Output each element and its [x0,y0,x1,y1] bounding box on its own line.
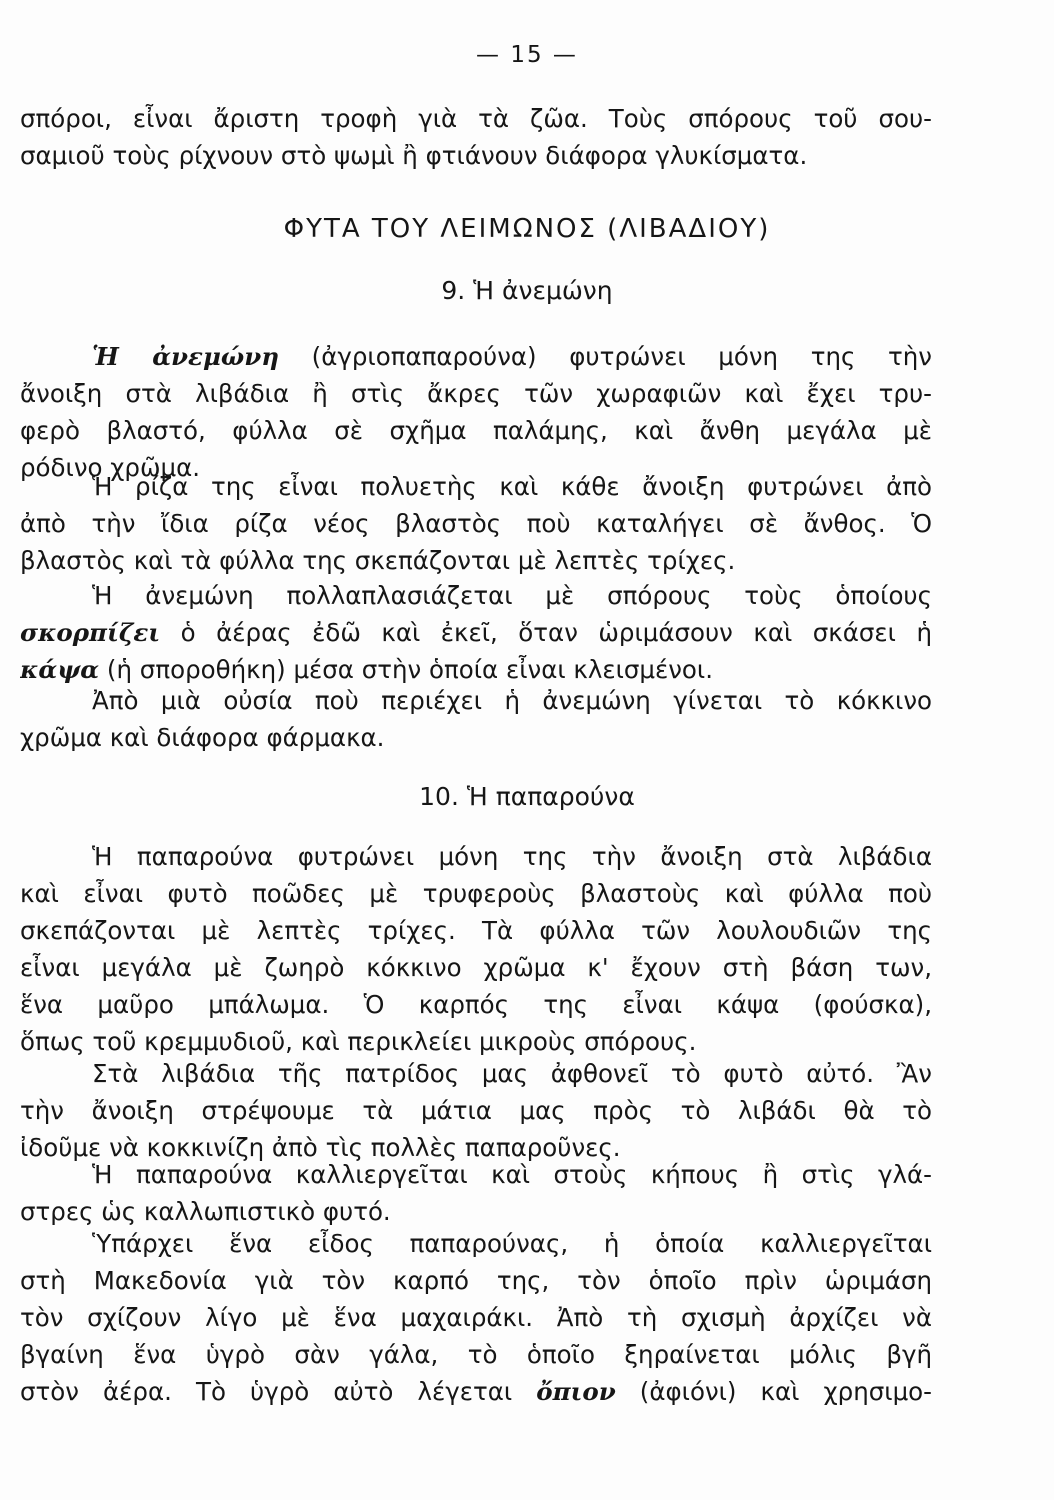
text-line: ὅπως τοῦ κρεμμυδιοῦ, καὶ περικλείει μικροὺς σπόρους. [20,1027,697,1056]
text-line: Ἡ ρίζα της εἶναι πολυετὴς καὶ κάθε ἄνοιξη φυτρώνει ἀπὸ [92,472,932,501]
page-number: — 15 — [476,42,578,68]
text-line: Ἀπὸ μιὰ οὐσία ποὺ περιέχει ἡ ἀνεμώνη γίνεται τὸ κόκκινο [92,686,932,715]
text-span: (ἡ σποροθήκη) μέσα στὴν ὁποία εἶναι κλεισμένοι. [99,655,714,684]
text-line: ἕνα μαῦρο μπάλωμα. Ὁ καρπός της εἶναι κάψα (φούσκα), [20,990,932,1019]
poppy-paragraph-3 [20,1156,932,1230]
text-span: στὸν ἀέρα. Τὸ ὑγρὸ αὐτὸ λέγεται [20,1377,537,1406]
text-line: Ἡ ἀνεμώνη πολλαπλασιάζεται μὲ σπόρους τοὺς ὁποίους [92,581,932,610]
text-line: ἄνοιξη στὰ λιβάδια ἢ στὶς ἄκρες τῶν χωραφιῶν καὶ ἔχει τρυ- [20,379,932,408]
intro-paragraph [20,100,932,174]
text-line [20,338,932,375]
text-line: στρες ὡς καλλωπιστικὸ φυτό. [20,1197,391,1226]
text-line: ρόδινο χρῶμα. [20,453,201,482]
poppy-heading: 10. Ἡ παπαρούνα [419,782,635,811]
text-line: φερὸ βλαστό, φύλλα σὲ σχῆμα παλάμης, καὶ ἄνθη μεγάλα μὲ [20,416,932,445]
text-span: (ἀφιόνι) καὶ χρησιμο- [615,1377,932,1406]
anemone-paragraph-3 [20,577,932,688]
text-line: Ὑπάρχει ἕνα εἶδος παπαρούνας, ἡ ὁποία καλλιεργεῖται [92,1229,932,1258]
text-line: σκεπάζονται μὲ λεπτὲς τρίχες. Τὰ φύλλα τῶν λουλουδιῶν της [20,916,932,945]
text-line: καὶ εἶναι φυτὸ ποῶδες μὲ τρυφεροὺς βλαστοὺς καὶ φύλλα ποὺ [20,879,932,908]
text-line [20,614,932,651]
anemone-heading: 9. Ἡ ἀνεμώνη [441,276,613,305]
text-line: χρῶμα καὶ διάφορα φάρμακα. [20,723,385,752]
text-line: τὸν σχίζουν λίγο μὲ ἕνα μαχαιράκι. Ἀπὸ τὴ σχισμὴ ἀρχίζει νὰ [20,1303,932,1332]
text-line: βγαίνη ἕνα ὑγρὸ σὰν γάλα, τὸ ὁποῖο ξηραίνεται μόλις βγῆ [20,1340,932,1369]
text-line: ἰδοῦμε νὰ κοκκινίζη ἀπὸ τὶς πολλὲς παπαροῦνες. [20,1133,621,1162]
term-kapsa: κάψα [20,655,100,684]
text-line: Στὰ λιβάδια τῆς πατρίδος μας ἀφθονεῖ τὸ φυτὸ αὐτό. Ἂν [92,1059,932,1088]
text-line: εἶναι μεγάλα μὲ ζωηρὸ κόκκινο χρῶμα κ' ἔχουν στὴ βάση των, [20,953,932,982]
anemone-paragraph-2 [20,468,932,579]
poppy-paragraph-4 [20,1225,932,1410]
text-line: Ἡ παπαρούνα φυτρώνει μόνη της τὴν ἄνοιξη στὰ λιβάδια [92,842,932,871]
term-opion: ὄπιον [536,1377,616,1406]
term-skorpizei: σκορπίζει [20,618,161,647]
text-line: τὴν ἄνοιξη στρέψουμε τὰ μάτια μας πρὸς τὸ λιβάδι θὰ τὸ [20,1096,932,1125]
poppy-paragraph-1 [20,838,932,1060]
text-line: σαμιοῦ τοὺς ρίχνουν στὸ ψωμὶ ἢ φτιάνουν διάφορα γλυκίσματα. [20,141,808,170]
text-line: στὴ Μακεδονία γιὰ τὸν καρπό της, τὸν ὁποῖο πρὶν ὡριμάση [20,1266,932,1295]
section-title: ΦΥΤΑ ΤΟΥ ΛΕΙΜΩΝΟΣ (ΛΙΒΑΔΙΟΥ) [283,214,771,244]
term-anemone: Ἡ ἀνεμώνη [92,342,280,371]
text-line: σπόροι, εἶναι ἄριστη τροφὴ γιὰ τὰ ζῶα. Τοὺς σπόρους τοῦ σου- [20,104,932,133]
text-line: βλαστὸς καὶ τὰ φύλλα της σκεπάζονται μὲ λεπτὲς τρίχες. [20,546,736,575]
text-line: Ἡ παπαρούνα καλλιεργεῖται καὶ στοὺς κήπους ἢ στὶς γλά- [92,1160,932,1189]
text-span: ὁ ἀέρας ἐδῶ καὶ ἐκεῖ, ὅταν ὡριμάσουν καὶ σκάσει ἡ [160,618,932,647]
text-span: (ἀγριοπαπαρούνα) φυτρώνει μόνη της τὴν [279,342,932,371]
anemone-paragraph-1 [20,338,932,486]
text-line [20,1373,932,1410]
text-line: ἀπὸ τὴν ἴδια ρίζα νέος βλαστὸς ποὺ καταλήγει σὲ ἄνθος. Ὁ [20,509,932,538]
anemone-paragraph-4 [20,682,932,756]
poppy-paragraph-2 [20,1055,932,1166]
